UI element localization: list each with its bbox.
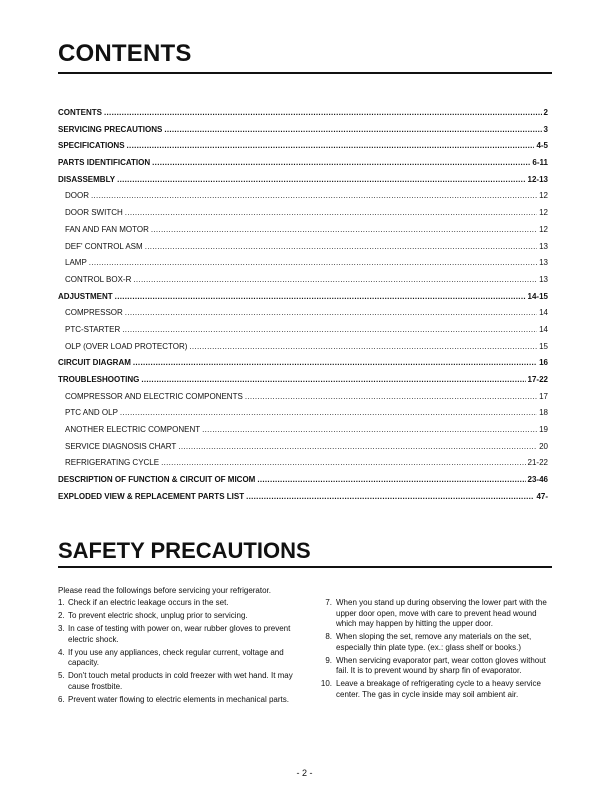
toc-entry (58, 422, 548, 439)
precaution-item (318, 632, 554, 653)
precaution-item (58, 624, 298, 645)
toc-dot-leader (151, 222, 537, 239)
toc-entry (58, 205, 548, 222)
precaution-number: 5. (58, 671, 65, 681)
toc-entry-label: LAMP (65, 258, 87, 268)
toc-dot-leader (245, 389, 537, 406)
toc-entry-label: DESCRIPTION OF FUNCTION & CIRCUIT OF MICOM (58, 475, 256, 485)
precaution-text: Leave a breakage of refrigerating cycle to a heavy service center. The gas in cycle inside may soil ambient air. (336, 679, 542, 699)
toc-entry-page: 20 (539, 441, 548, 451)
toc-entry-page: 17-22 (527, 375, 548, 384)
toc-entry (58, 489, 548, 506)
toc-entry-page: 17 (539, 391, 548, 401)
toc-entry-page: 23-46 (527, 475, 548, 485)
toc-entry-page: 14 (539, 324, 548, 334)
toc-entry (58, 122, 548, 139)
toc-entry-label: OLP (OVER LOAD PROTECTOR) (65, 341, 188, 351)
toc-entry (58, 172, 548, 189)
toc-dot-leader (115, 289, 526, 306)
toc-entry-label: PTC-STARTER (65, 324, 121, 334)
toc-dot-leader (145, 239, 537, 256)
toc-entry (58, 155, 548, 172)
toc-entry-label: CONTENTS (58, 108, 102, 117)
toc-entry-page: 12 (539, 208, 548, 218)
toc-entry-page: 14-15 (527, 291, 548, 301)
toc-entry-label: REFRIGERATING CYCLE (65, 458, 160, 468)
precaution-number: 4. (58, 647, 65, 657)
toc-entry (58, 305, 548, 322)
toc-entry-page: 19 (539, 425, 548, 435)
precaution-text: When you stand up during observing the lower part with the upper door open, move with care to prevent head wound which may happen by hitting the upper door. (336, 598, 547, 629)
precaution-item (58, 648, 298, 669)
precaution-number: 6. (58, 694, 65, 704)
toc-entry-page: 2 (543, 108, 548, 117)
toc-entry (58, 138, 548, 155)
precaution-number: 3. (58, 623, 65, 633)
precaution-text: Don't touch metal products in cold freezer with wet hand. It may cause frostbite. (68, 671, 293, 691)
toc-dot-leader (257, 472, 525, 489)
toc-entry-label: DOOR (65, 191, 89, 201)
toc-entry-page: 14 (539, 308, 548, 318)
toc-entry-label: EXPLODED VIEW & REPLACEMENT PARTS LIST (58, 491, 245, 501)
toc-dot-leader (133, 355, 537, 372)
table-of-contents (58, 105, 548, 506)
precaution-text: To prevent electric shock, unplug prior to servicing. (68, 610, 248, 620)
precaution-number: 7. (325, 598, 332, 607)
precaution-item (318, 679, 554, 700)
toc-entry-page: 18 (539, 408, 548, 418)
toc-entry-page: 12-13 (527, 174, 548, 184)
safety-list-left (58, 598, 298, 708)
precaution-text: Prevent water flowing to electric elements in mechanical parts. (68, 694, 289, 704)
precaution-number: 2. (58, 610, 65, 620)
precaution-number: 10. (320, 679, 332, 689)
toc-entry-page: 4-5 (536, 141, 548, 151)
page-number: - 2 - (296, 768, 313, 778)
toc-dot-leader (117, 172, 525, 189)
toc-entry (58, 188, 548, 205)
precaution-item (58, 695, 298, 706)
toc-entry (58, 389, 548, 406)
toc-entry (58, 405, 548, 422)
toc-entry-page: 6-11 (532, 158, 548, 168)
precaution-text: Check if an electric leakage occurs in the set. (68, 598, 229, 607)
contents-divider (58, 72, 552, 74)
toc-dot-leader (189, 339, 537, 356)
toc-entry-label: DEF' CONTROL ASM (65, 241, 143, 251)
toc-dot-leader (104, 105, 542, 122)
toc-dot-leader (91, 188, 537, 205)
precaution-item (58, 671, 298, 692)
toc-entry (58, 439, 548, 456)
toc-entry-label: DOOR SWITCH (65, 208, 123, 218)
toc-entry (58, 105, 548, 122)
toc-entry (58, 289, 548, 306)
toc-entry (58, 455, 548, 472)
toc-entry-label: TROUBLESHOOTING (58, 375, 140, 384)
toc-dot-leader (89, 255, 537, 272)
precaution-item (318, 656, 554, 677)
toc-dot-leader (125, 305, 537, 322)
toc-dot-leader (127, 138, 535, 155)
toc-entry-page: 15 (539, 341, 548, 351)
safety-list-right (318, 598, 554, 703)
toc-dot-leader (161, 455, 525, 472)
precaution-item (318, 598, 554, 630)
toc-entry-label: DISASSEMBLY (58, 174, 116, 184)
precaution-item (58, 611, 298, 622)
toc-entry-label: CONTROL BOX-R (65, 274, 132, 284)
toc-dot-leader (125, 205, 537, 222)
toc-entry (58, 255, 548, 272)
toc-entry (58, 239, 548, 256)
toc-entry-page: 13 (539, 258, 548, 268)
precaution-text: When sloping the set, remove any materials on the set, especially thin plate type. (ex.: glass shelf or books.) (336, 632, 532, 652)
toc-dot-leader (164, 122, 541, 139)
toc-entry-label: COMPRESSOR AND ELECTRIC COMPONENTS (65, 391, 243, 401)
toc-dot-leader (178, 439, 537, 456)
safety-intro: Please read the followings before servicing your refrigerator. (58, 586, 271, 595)
toc-dot-leader (246, 489, 534, 506)
toc-entry-page: 12 (539, 224, 548, 234)
toc-entry-label: CIRCUIT DIAGRAM (58, 358, 131, 368)
toc-entry-label: ANOTHER ELECTRIC COMPONENT (65, 425, 201, 435)
safety-divider (58, 566, 552, 568)
toc-dot-leader (122, 322, 537, 339)
toc-entry (58, 322, 548, 339)
toc-entry (58, 272, 548, 289)
toc-entry (58, 472, 548, 489)
toc-entry-label: SPECIFICATIONS (58, 141, 125, 151)
toc-entry (58, 372, 548, 389)
precaution-item (58, 598, 298, 609)
toc-entry-page: 21-22 (527, 458, 548, 468)
toc-entry-label: COMPRESSOR (65, 308, 123, 318)
safety-title: SAFETY PRECAUTIONS (58, 538, 311, 563)
toc-entry-label: SERVICE DIAGNOSIS CHART (65, 441, 177, 451)
toc-entry-page: 16 (539, 358, 548, 368)
toc-dot-leader (120, 405, 537, 422)
toc-entry-label: PTC AND OLP (65, 408, 118, 418)
contents-title: CONTENTS (58, 40, 192, 67)
toc-entry (58, 339, 548, 356)
precaution-text: In case of testing with power on, wear rubber gloves to prevent electric shock. (68, 623, 291, 644)
toc-dot-leader (202, 422, 537, 439)
toc-entry-label: SERVICING PRECAUTIONS (58, 124, 163, 134)
toc-entry-label: ADJUSTMENT (58, 291, 113, 301)
toc-dot-leader (152, 155, 530, 172)
toc-dot-leader (133, 272, 537, 289)
precaution-number: 8. (325, 632, 332, 642)
precaution-text: If you use any appliances, check regular current, voltage and capacity. (68, 647, 284, 668)
toc-entry-page: 12 (539, 191, 548, 201)
precaution-text: When servicing evaporator part, wear cotton gloves without fail. It is to prevent wound by sharp fin of evaporator. (336, 655, 546, 676)
toc-entry (58, 355, 548, 372)
precaution-number: 9. (325, 655, 332, 665)
toc-dot-leader (141, 372, 525, 389)
toc-entry-page: 47- (536, 491, 548, 501)
toc-entry-page: 3 (543, 124, 548, 134)
toc-entry-page: 13 (539, 241, 548, 251)
toc-entry-label: FAN AND FAN MOTOR (65, 224, 149, 234)
toc-entry-page: 13 (539, 274, 548, 284)
toc-entry (58, 222, 548, 239)
precaution-number: 1. (58, 598, 65, 607)
toc-entry-label: PARTS IDENTIFICATION (58, 158, 151, 168)
